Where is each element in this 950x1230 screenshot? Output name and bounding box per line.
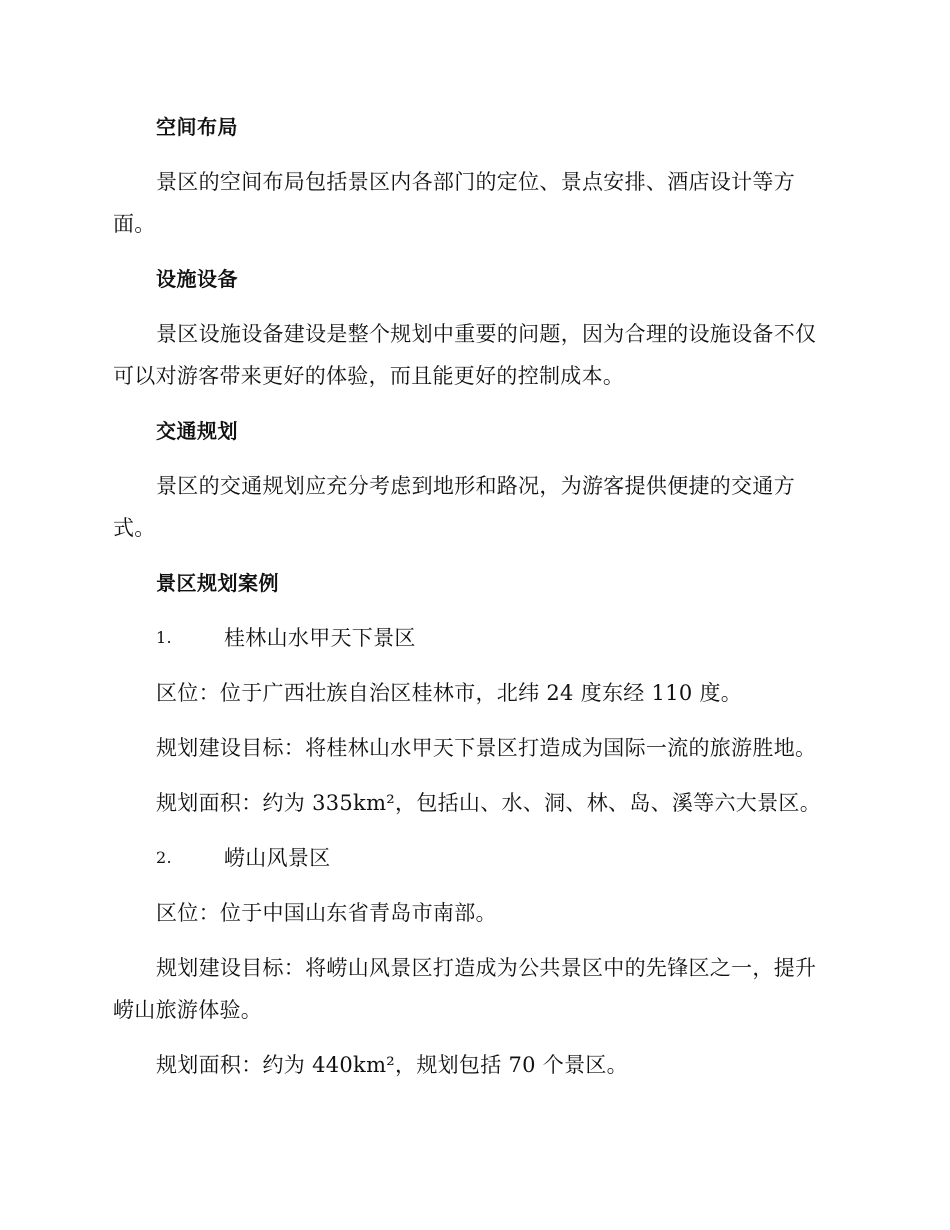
section-heading-spatial-layout: 空间布局: [156, 115, 238, 139]
section-heading-facilities: 设施设备: [156, 267, 238, 291]
section-heading-transport: 交通规划: [156, 419, 238, 443]
paragraph-line: 可以对游客带来更好的体验，而且能更好的控制成本。: [113, 364, 625, 388]
case-area: 规划面积：约为 440km²，规划包括 70 个景区。: [156, 1053, 628, 1077]
list-item-number: 2.: [156, 848, 172, 867]
case-location: 区位：位于中国山东省青岛市南部。: [156, 901, 497, 925]
paragraph-line: 式。: [113, 516, 156, 540]
case-location: 区位：位于广西壮族自治区桂林市，北纬 24 度东经 110 度。: [156, 681, 743, 705]
case-goal: 规划建设目标：将崂山风景区打造成为公共景区中的先锋区之一，提升: [156, 956, 817, 980]
list-item-title: 崂山风景区: [224, 846, 331, 870]
paragraph-line: 面。: [113, 212, 156, 236]
list-item-number: 1.: [156, 628, 172, 647]
list-item-title: 桂林山水甲天下景区: [224, 626, 416, 650]
section-heading-cases: 景区规划案例: [156, 571, 279, 595]
case-goal-continued: 崂山旅游体验。: [113, 998, 263, 1022]
case-goal: 规划建设目标：将桂林山水甲天下景区打造成为国际一流的旅游胜地。: [156, 736, 817, 760]
paragraph-line: 景区设施设备建设是整个规划中重要的问题，因为合理的设施设备不仅: [156, 322, 817, 346]
paragraph-line: 景区的交通规划应充分考虑到地形和路况，为游客提供便捷的交通方: [156, 474, 795, 498]
case-area: 规划面积：约为 335km²，包括山、水、洞、林、岛、溪等六大景区。: [156, 791, 822, 815]
paragraph-line: 景区的空间布局包括景区内各部门的定位、景点安排、酒店设计等方: [156, 170, 795, 194]
